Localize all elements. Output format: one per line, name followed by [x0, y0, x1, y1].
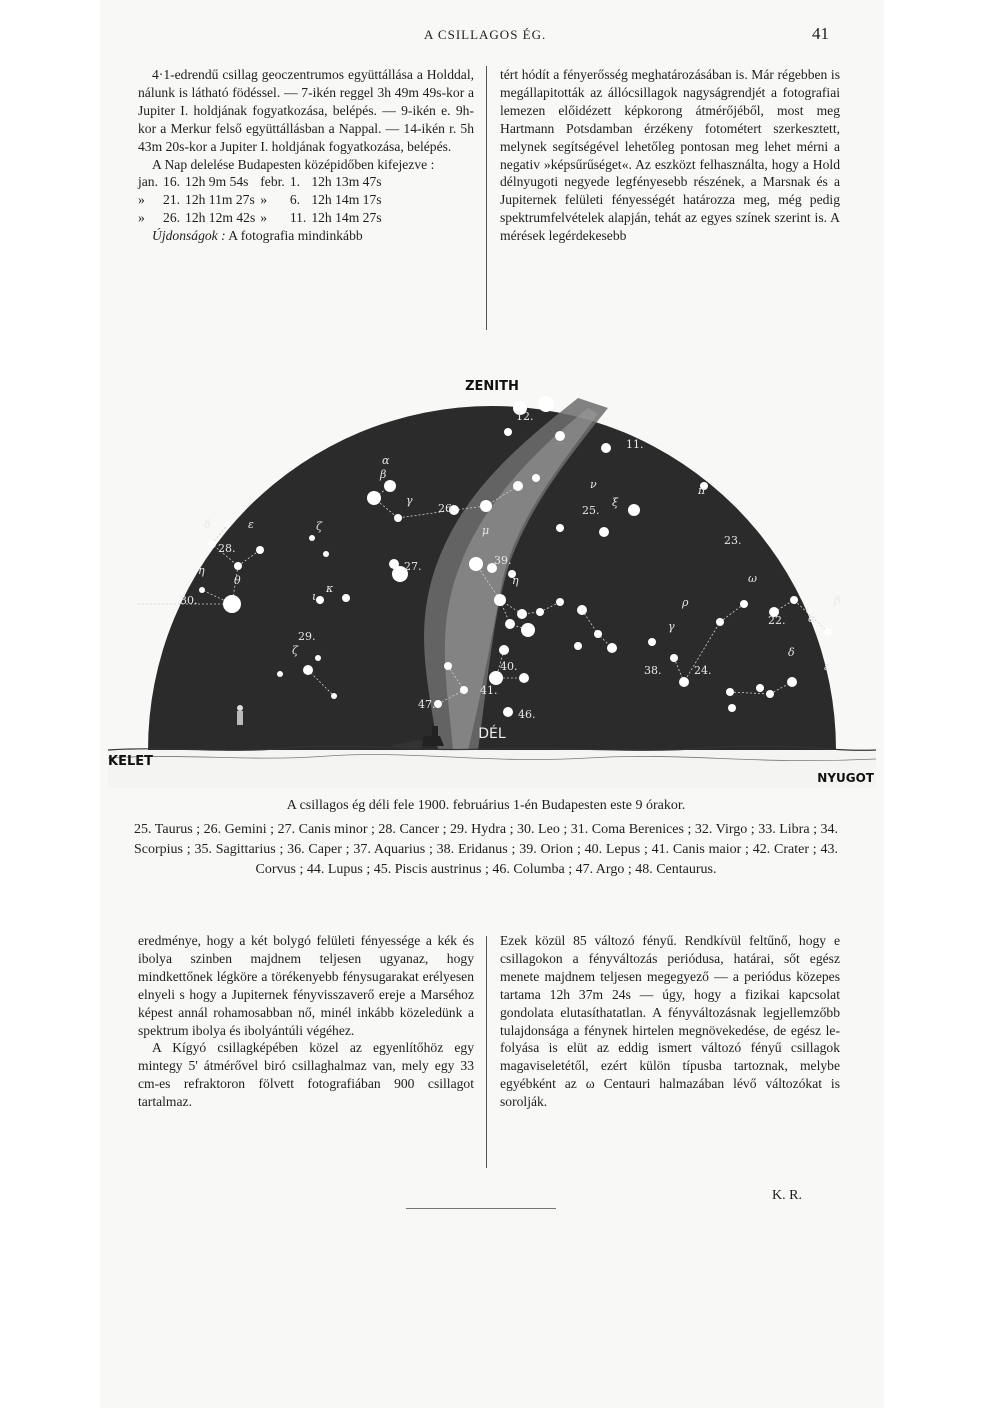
transit-intro: A Nap delelése Budapesten középidőben kifejezve : [152, 156, 435, 172]
greek-letter-label: ν [590, 478, 597, 491]
star [607, 643, 617, 653]
table-row: » 26. 12h 12m 42s » 11. 12h 14m 27s [138, 210, 382, 226]
greek-letter-label: ω [748, 572, 757, 585]
star [323, 551, 329, 557]
star [494, 594, 506, 606]
star [225, 521, 231, 527]
star [577, 605, 587, 615]
constellation-number: 25. [582, 504, 600, 517]
footer-rule [406, 1208, 556, 1209]
star [394, 514, 402, 522]
greek-letter-label: β [380, 468, 387, 481]
star [256, 546, 264, 554]
paragraph: eredménye, hogy a két bolygó felületi fényessége a kék és ibolya szinben majdnem teljesen ugyanaz, hogy mindkettőnek légköre a törékenyebb fénysugarakat erélyesen elnyeli s hogy a Jupiternek fényvisszaverő ereje a Marséhoz képest annál rohamosabban nő, minél inkább közeledünk a spektrum ibolya és ibolyántúli végéhez. [138, 933, 474, 1038]
caption-title: A csillagos ég déli fele 1900. februárius 1-én Budapesten este 9 órakor. [286, 798, 686, 813]
star-map [108, 378, 876, 788]
south-label: DÉL [478, 726, 506, 742]
greek-letter-label: μ [482, 524, 490, 537]
greek-letter-label: η [198, 564, 205, 577]
table-row: » 21. 12h 11m 27s » 6. 12h 14m 17s [138, 192, 382, 208]
star [499, 645, 509, 655]
star [628, 504, 640, 516]
bottom-left-column [138, 932, 474, 1111]
star [594, 630, 602, 638]
star [199, 587, 205, 593]
star [444, 662, 452, 670]
news-label: Újdonságok : [152, 228, 226, 244]
observer-figure [237, 705, 243, 725]
greek-letter-label: β [834, 594, 841, 607]
star [556, 598, 564, 606]
page-number: 41 [812, 24, 829, 43]
greek-letter-label: ι [312, 590, 317, 603]
greek-letter-label: ρ [682, 596, 689, 609]
star [234, 562, 242, 570]
constellation-number: 40. [500, 660, 518, 673]
greek-letter-label: δ [204, 518, 211, 531]
constellation-number: 41. [480, 684, 498, 697]
top-left-column [138, 66, 474, 245]
star [331, 693, 337, 699]
constellation-number: 24. [694, 664, 712, 677]
star [513, 481, 523, 491]
greek-letter-label: γ [668, 620, 675, 633]
star [532, 474, 540, 482]
star [824, 628, 832, 636]
star [384, 480, 396, 492]
running-header: A CSILLAGOS ÉG. [424, 27, 547, 42]
star [740, 600, 748, 608]
bottom-right-column: Ezek közül 85 változó fényű. Rendkívül feltűnő, hogy e csillagokon a fényváltozás periódusa, határai, sőt egész menete majdnem teljesen megegyező — a periódus közepes tartama 12h 37m 24s — úgy, hogy a fizikai kapcsolat gondolata elutasíthatatlan. A fényváltozásnak legjellemzőbb tulajdonsága a fénynek hirtelen megnövekedése, de egész lefolyása is elüt az eddig ismert változó fényű csillagok magaviseletétől, ezért külön típusba tartoznak, melybe egyébként az ω Centauri halmazában lévő változókat is sorolják. [500, 933, 840, 1110]
figure-caption [134, 796, 838, 880]
east-label: KELET [108, 754, 153, 769]
calendar-paragraph: 4·1-edrendű csillag geoczentrumos együttállása a Holddal, nálunk is látható födéssel. — 7-ikén reggel 3h 49m 49s-kor a Jupiter I. holdjának fogyatkozása, belépés. — 9-ikén e. 9h-kor a Merkur felső együttállásban a Nappal. — 14-ikén r. 5h 43m 20s-kor a Jupiter I. holdjának fogyatkozása, belépés. [138, 67, 474, 154]
constellation-number: 27. [404, 560, 422, 573]
star [505, 619, 515, 629]
star [489, 671, 503, 685]
snowy-ground [108, 750, 876, 788]
star [790, 596, 798, 604]
star [787, 677, 797, 687]
greek-letter-label: α [382, 454, 390, 467]
constellation-number: 30. [180, 594, 198, 607]
star [517, 609, 527, 619]
star [728, 704, 736, 712]
star [599, 527, 609, 537]
star [303, 665, 313, 675]
star [726, 688, 734, 696]
star [223, 595, 241, 613]
news-text: A fotografia mindinkább [228, 228, 363, 244]
author-signature: K. R. [772, 1188, 802, 1203]
greek-letter-label: η [512, 574, 519, 587]
star [315, 655, 321, 661]
star [648, 638, 656, 646]
constellation-number: 39. [494, 554, 512, 567]
greek-letter-label: δ [788, 646, 795, 659]
greek-letter-label: θ [234, 574, 241, 587]
constellation-number: 23. [724, 534, 742, 547]
greek-letter-label: ξ [612, 496, 619, 509]
greek-letter-label: κ [326, 582, 334, 595]
greek-letter-label: ε [824, 660, 830, 673]
star [601, 443, 611, 453]
constellation-number: 22. [768, 614, 786, 627]
constellation-number: 29. [298, 630, 316, 643]
star [480, 500, 492, 512]
star [469, 557, 483, 571]
star [342, 594, 350, 602]
greek-letter-label: ζ [292, 644, 298, 657]
star [367, 491, 381, 505]
star [277, 671, 283, 677]
star [538, 396, 554, 412]
constellation-number: 12. [516, 410, 534, 423]
constellation-number: 11. [626, 438, 644, 451]
star [316, 596, 324, 604]
star [756, 684, 764, 692]
transit-table [138, 173, 387, 227]
constellation-number: 26. [438, 502, 456, 515]
star [670, 654, 678, 662]
column-divider [486, 936, 487, 1168]
constellation-number: 47. [418, 698, 436, 711]
star [521, 623, 535, 637]
star [389, 559, 399, 569]
star [766, 690, 774, 698]
greek-letter-label: ε [248, 518, 254, 531]
zenith-label: ZENITH [465, 379, 519, 394]
star [504, 428, 512, 436]
star [536, 608, 544, 616]
west-label: NYUGOT [817, 771, 874, 785]
greek-letter-label: γ [406, 494, 413, 507]
star [574, 642, 582, 650]
column-divider [486, 66, 487, 330]
constellation-number: 38. [644, 664, 662, 677]
star [555, 431, 565, 441]
greek-letter-label: ζ [316, 520, 322, 533]
star [519, 673, 529, 683]
constellation-number: 46. [518, 708, 536, 721]
caption-constellation-list: 25. Taurus ; 26. Gemini ; 27. Canis minor ; 28. Cancer ; 29. Hydra ; 30. Leo ; 31. Coma Berenices ; 32. Virgo ; 33. Libra ; 34. Scorpius ; 35. Sagittarius ; 36. Caper ; 37. Aquarius ; 38. Eridanus ; 39. Orion ; 40. Lepus ; 41. Canis maior ; 42. Crater ; 43. Corvus ; 44. Lupus ; 45. Piscis austrinus ; 46. Columba ; 47. Argo ; 48. Centaurus. [134, 822, 838, 877]
star [309, 535, 315, 541]
star [716, 618, 724, 626]
paragraph: A Kígyó csillagképében közel az egyenlítőhöz egy mintegy 5' átmérővel biró csillaghalmaz van, mely egy 33 cm-es refraktoron fölvett fotografiában 900 csillagot tartalmaz. [138, 1040, 474, 1110]
star [503, 707, 513, 717]
constellation-number: 28. [218, 542, 236, 555]
star [679, 677, 689, 687]
greek-letter-label: α [808, 612, 816, 625]
news-paragraph [138, 227, 474, 245]
greek-letter-label: π [698, 484, 706, 497]
star [208, 540, 216, 548]
top-right-column: tért hódít a fényerősség meghatározásában is. Már régebben is megállapitották az állócsillagok nagyságrendjét a fotografiai lemezen előidézett képkorong átmérőjéből, most meg Hartmann Potsdamban érzékeny fotométert szerkesztett, melynek segítségével lehetőleg pontosan meg lehet mérni a negativ »képsűrűséget«. Az eszközt felhasználta, hogy a Hold délnyugoti negyede legfényesebb részének, a Marsnak és a Jupiternek felületi fényességét határozza meg, még pedig spektrumfelvételek alapján, tehát az egyes színek szerint is. A mérések legérdekesebb [500, 67, 840, 244]
star [556, 524, 564, 532]
table-row: jan. 16. 12h 9m 54s febr. 1. 12h 13m 47s [138, 174, 382, 190]
star [460, 686, 468, 694]
